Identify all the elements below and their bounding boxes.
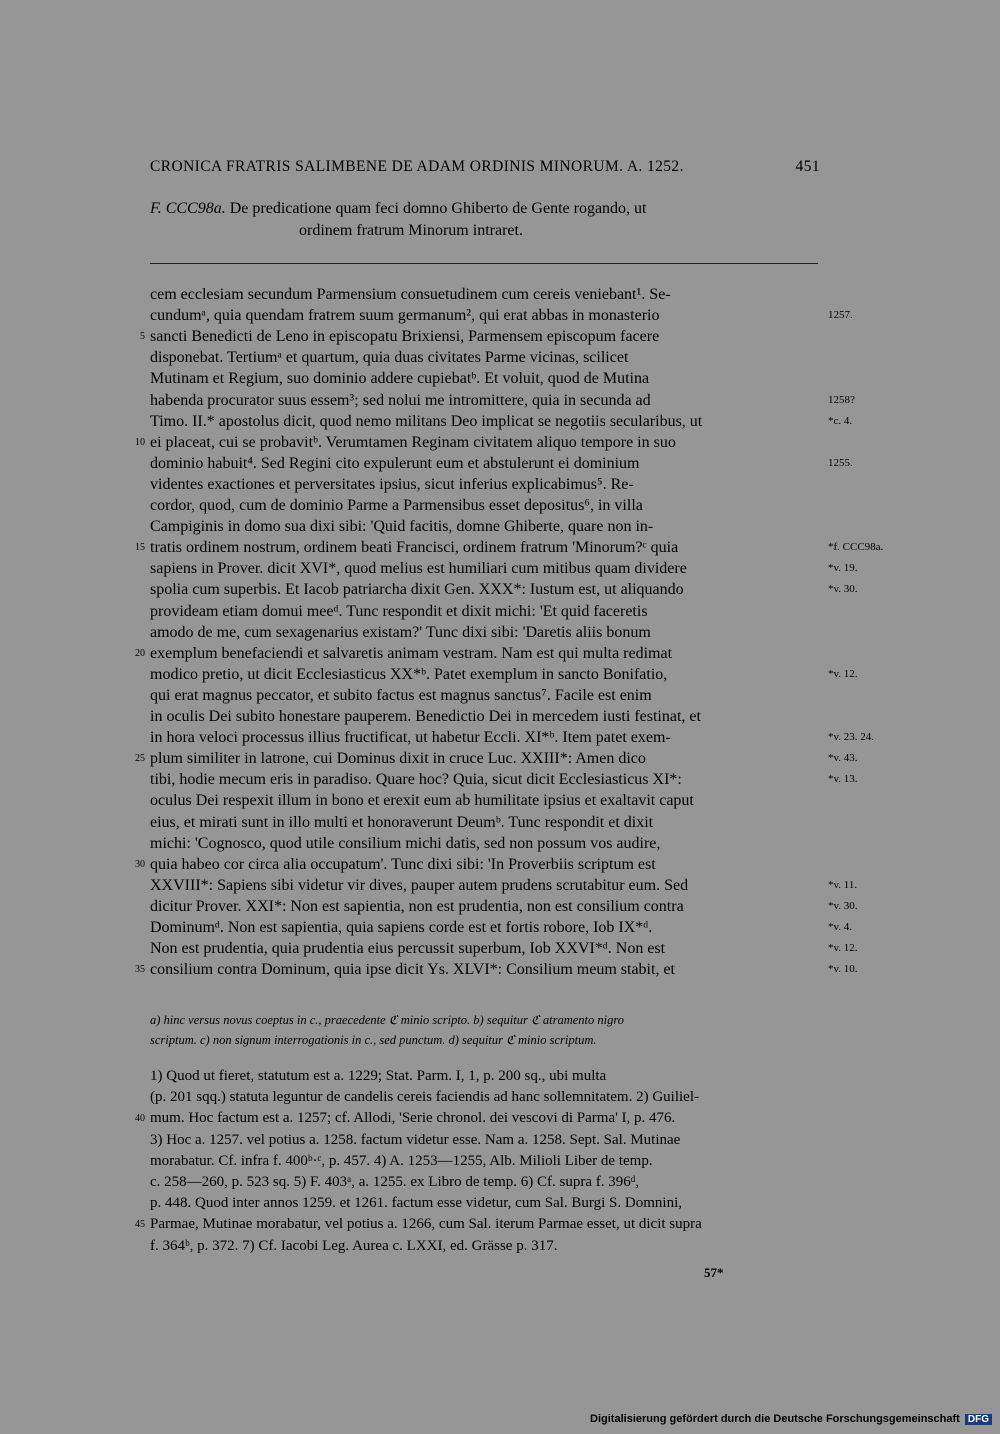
body-line <box>135 643 818 664</box>
body-line-text: quia habeo cor circa alia occupatum'. Tunc dixi sibi: 'In Proverbiis scriptum est <box>150 855 656 873</box>
body-line <box>150 812 818 833</box>
note-line-text: Parmae, Mutinae morabatur, vel potius a. 1266, cum Sal. iterum Parmae esset, ut dicit supra <box>150 1216 702 1233</box>
section-title-line-2: ordinem fratrum Minorum intraret. <box>299 222 523 239</box>
body-line-text: Non est prudentia, quia prudentia eius percussit superbum, Iob XXVI*ᵈ. Non est <box>150 940 666 958</box>
body-line-text: sapiens in Prover. dicit XVI*, quod melius est humiliari cum mitibus quam dividere <box>150 560 687 578</box>
line-number: 5 <box>140 331 145 343</box>
body-line-text: plum similiter in latrone, cui Dominus dixit in cruce Luc. XXIII*: Amen dico <box>150 750 646 768</box>
margin-note: 1258? <box>828 393 855 406</box>
line-number: 45 <box>135 1219 145 1231</box>
note-line-text: 1) Quod ut fieret, statutum est a. 1229; Stat. Parm. I, 1, p. 200 sq., ubi multa <box>150 1068 607 1084</box>
body-line <box>150 347 818 368</box>
body-line-text: amodo de me, cum sexagenarius existam?' Tunc dixi sibi: 'Daretis aliis bonum <box>150 623 651 641</box>
signature-mark: 57* <box>704 1265 724 1280</box>
body-line <box>140 326 818 347</box>
body-line <box>150 896 858 917</box>
note-line <box>150 1066 818 1087</box>
body-line <box>135 748 858 769</box>
note-line <box>150 1130 818 1151</box>
body-line-text: Timo. II.* apostolus dicit, quod nemo militans Deo implicat se negotiis secularibus, ut <box>150 412 703 430</box>
body-line <box>150 368 818 389</box>
note-line <box>135 1108 818 1129</box>
margin-note: *v. 12. <box>828 942 858 955</box>
body-line <box>150 769 858 790</box>
body-line <box>150 706 818 727</box>
margin-note: *f. CCC98a. <box>828 541 884 554</box>
body-line-text: spolia cum superbis. Et Iacob patriarcha dixit Gen. XXX*: Iustum est, ut aliquando <box>150 581 684 599</box>
body-line-text: habenda procurator suus essem³; sed nolui me intromittere, quia in secunda ad <box>150 391 651 409</box>
body-line <box>150 558 858 579</box>
margin-note: *v. 12. <box>828 667 858 680</box>
section-title-line-1: De predicatione quam feci domno Ghiberto de Gente rogando, ut <box>229 200 647 217</box>
body-line-text: dominio habuit⁴. Sed Regini cito expulerunt eum et abstulerunt ei dominium <box>150 454 640 472</box>
body-line <box>135 959 858 980</box>
line-number: 25 <box>135 753 145 765</box>
body-line <box>150 601 818 622</box>
margin-note: *v. 19. <box>828 562 858 575</box>
body-line-text: Dominumᵈ. Non est sapientia, quia sapiens corde est et fortis robore, Iob IX*ᵈ. <box>150 919 653 936</box>
note-line-text: c. 258—260, p. 523 sq. 5) F. 403ᵃ, a. 1255. ex Libro de temp. 6) Cf. supra f. 396ᵈ, <box>150 1174 640 1190</box>
margin-note: *v. 43. <box>828 752 858 765</box>
margin-note: *v. 10. <box>828 963 858 976</box>
running-header <box>150 158 820 176</box>
line-number: 40 <box>135 1113 145 1125</box>
section-heading <box>150 198 820 242</box>
body-line <box>150 938 858 959</box>
margin-note: *v. 23. 24. <box>828 731 875 744</box>
folio-reference: F. CCC98a. <box>150 200 226 217</box>
note-line <box>150 1151 818 1172</box>
dfg-logo: DFG <box>965 1414 992 1425</box>
body-line-text: modico pretio, ut dicit Ecclesiasticus XX*ᵇ. Patet exemplum in sancto Bonifatio, <box>150 665 668 683</box>
body-line-text: XXVIII*: Sapiens sibi videtur vir dives, pauper autem prudens scrutabitur eum. Sed <box>150 876 689 894</box>
body-line-text: provideam etiam domui meeᵈ. Tunc respondit et dixit michi: 'Et quid faceretis <box>150 602 648 620</box>
body-line <box>150 579 858 600</box>
body-line <box>150 664 858 685</box>
body-line <box>150 495 818 516</box>
line-number: 20 <box>135 647 145 659</box>
apparatus-line: a) hinc versus novus coeptus in c., praecedente ℭ minio scripto. b) sequitur ℭ atramento nigro <box>150 1013 624 1027</box>
body-line-text: sancti Benedicti de Leno in episcopatu Brixiensi, Parmensem episcopum facere <box>150 328 660 346</box>
line-number: 10 <box>135 436 145 448</box>
body-line <box>150 622 818 643</box>
body-line-text: videntes exactiones et perversitates ipsius, sicut inferius explicabimus⁵. Re- <box>150 475 634 493</box>
body-line <box>150 516 818 537</box>
note-line <box>150 1236 818 1257</box>
note-line-text: f. 364ᵇ, p. 372. 7) Cf. Iacobi Leg. Aurea c. LXXI, ed. Grässe p. 317. <box>150 1237 558 1254</box>
body-line-text: tibi, hodie mecum eris in paradiso. Quare hoc? Quia, sicut dicit Ecclesiasticus XI*: <box>150 771 682 789</box>
body-line-text: eius, et mirati sunt in illo multi et honoraverunt Deumᵇ. Tunc respondit et dixit <box>150 813 654 831</box>
critical-apparatus <box>150 1010 818 1050</box>
margin-note: *v. 4. <box>828 921 853 933</box>
body-line <box>150 453 853 474</box>
body-line <box>150 875 858 896</box>
body-line <box>150 305 853 326</box>
body-line-text: exemplum benefaciendi et salvaretis animam vestram. Nam est qui multa redimat <box>150 644 673 662</box>
line-number: 30 <box>135 858 145 870</box>
note-line-text: mum. Hoc factum est a. 1257; cf. Allodi, 'Serie chronol. dei vescovi di Parma' I, p. 476. <box>150 1110 676 1127</box>
body-line-text: disponebat. Tertiumᵃ et quartum, quia duas civitates Parme vicinas, scilicet <box>150 349 629 367</box>
body-line-text: tratis ordinem nostrum, ordinem beati Francisci, ordinem fratrum 'Minorum?ᶜ quia <box>150 539 679 557</box>
margin-note: *v. 13. <box>828 773 858 786</box>
margin-note: *v. 11. <box>828 878 858 891</box>
margin-note: *v. 30. <box>828 583 858 596</box>
body-line <box>135 854 818 875</box>
apparatus-line: scriptum. c) non signum interrogationis in c., sed punctum. d) sequitur ℭ minio scriptum. <box>150 1033 597 1047</box>
body-line-text: cordor, quod, cum de dominio Parme a Parmensibus esset depositus⁶, in villa <box>150 497 643 514</box>
body-line <box>150 833 818 854</box>
body-line <box>135 432 818 453</box>
body-line-text: in hora veloci processus illius fructificat, ut habetur Eccli. XI*ᵇ. Item patet exem- <box>150 729 671 747</box>
margin-note: 1255. <box>828 456 853 469</box>
margin-note: *v. 30. <box>828 899 858 912</box>
body-line-text: ei placeat, cui se probavitᵇ. Verumtamen Reginam civitatem aliquo tempore in suo <box>150 433 676 451</box>
body-line <box>135 537 884 558</box>
body-line-text: qui erat magnus peccator, et subito factus est magnus sanctus⁷. Facile est enim <box>150 686 652 704</box>
digitization-credit <box>0 1413 992 1425</box>
body-line <box>150 917 853 938</box>
body-line-text: oculus Dei respexit illum in bono et erexit eum ab humilitate ipsius et exaltavit caput <box>150 792 694 810</box>
heading-rule <box>150 263 818 264</box>
note-line-text: 3) Hoc a. 1257. vel potius a. 1258. factum videtur esse. Nam a. 1258. Sept. Sal. Mutinae <box>150 1131 681 1148</box>
note-line <box>150 1172 818 1193</box>
body-line <box>150 474 818 495</box>
margin-note: 1257. <box>828 309 853 322</box>
line-number: 15 <box>135 542 145 554</box>
body-line-text: consilium contra Dominum, quia ipse dicit Ys. XLVI*: Consilium meum stabit, et <box>150 961 675 979</box>
note-line <box>150 1087 818 1108</box>
line-number: 35 <box>135 964 145 976</box>
margin-note: *c. 4. <box>828 414 853 427</box>
note-line-text: p. 448. Quod inter annos 1259. et 1261. factum esse videtur, cum Sal. Burgi S. Domnini, <box>150 1195 682 1212</box>
note-line <box>135 1214 818 1235</box>
body-line-text: cem ecclesiam secundum Parmensium consuetudinem cum cereis veniebant¹. Se- <box>150 286 671 303</box>
body-line <box>150 284 818 305</box>
body-line <box>150 411 853 432</box>
note-line <box>150 1193 818 1214</box>
page-number: 451 <box>795 158 820 175</box>
body-line <box>150 390 855 411</box>
body-line <box>150 685 818 706</box>
credit-text: Digitalisierung gefördert durch die Deutsche Forschungsgemeinschaft <box>590 1413 960 1425</box>
body-line-text: Mutinam et Regium, suo dominio addere cupiebatᵇ. Et voluit, quod de Mutina <box>150 370 650 388</box>
running-title: CRONICA FRATRIS SALIMBENE DE ADAM ORDINIS MINORUM. A. 1252. <box>150 158 684 175</box>
note-line-text: morabatur. Cf. infra f. 400ᵇ·ᶜ, p. 457. 4) A. 1253—1255, Alb. Milioli Liber de temp. <box>150 1152 653 1169</box>
body-line-text: Campiginis in domo sua dixi sibi: 'Quid facitis, domne Ghiberte, quare non in- <box>150 518 654 536</box>
body-line-text: dicitur Prover. XXI*: Non est sapientia, non est prudentia, non est consilium contra <box>150 897 684 915</box>
body-line-text: cundumᵃ, quia quendam fratrem suum germanum², qui erat abbas in monasterio <box>150 307 660 325</box>
body-line <box>150 790 818 811</box>
note-line-text: (p. 201 sqq.) statuta leguntur de candelis cereis faciendis ad hanc sollemnitatem. 2) Guiliel- <box>150 1089 699 1106</box>
body-line <box>150 727 875 748</box>
body-line-text: michi: 'Cognosco, quod utile consilium michi datis, sed non possum vos audire, <box>150 834 661 852</box>
body-line-text: in oculis Dei subito honestare pauperem. Benedictio Dei in mercedem iusti festinat, et <box>150 708 701 725</box>
